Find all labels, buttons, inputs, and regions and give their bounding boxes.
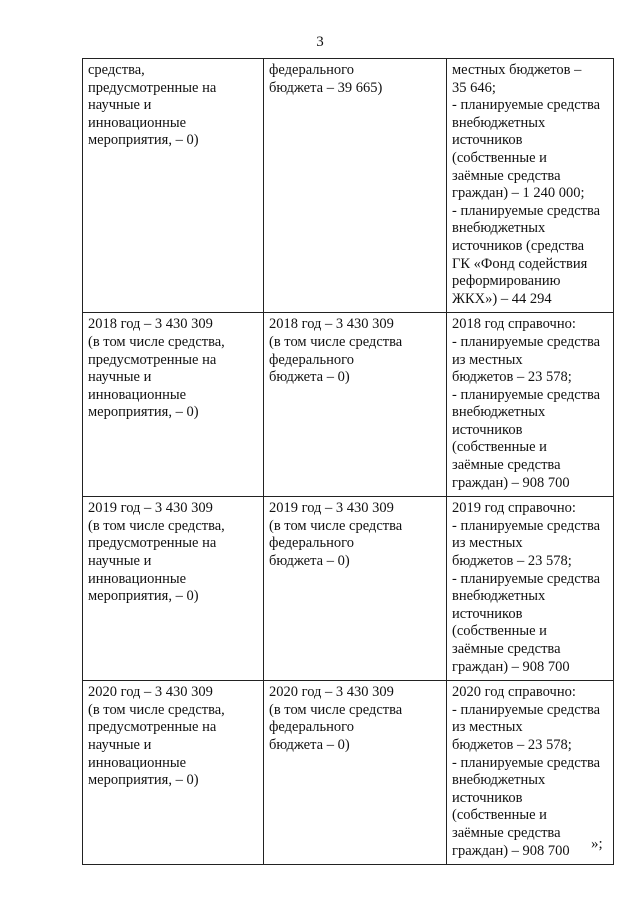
cell-text-line: научные и xyxy=(88,736,152,753)
cell-text-line: бюджета – 0) xyxy=(269,736,350,753)
cell-text-line: 2018 год – 3 430 309 xyxy=(88,316,213,333)
cell-text-line: заёмные средства xyxy=(452,641,561,657)
cell-text-line: граждан) – 908 700 xyxy=(452,658,570,675)
cell-text-line: источников xyxy=(452,132,523,149)
cell-text-line: источников (средства xyxy=(452,237,585,254)
cell-text-line: (в том числе средства, xyxy=(88,701,225,718)
cell-text-line: (в том числе средства xyxy=(269,333,403,350)
cell-text-line: федерального xyxy=(269,719,354,736)
cell-text-line: бюджетов – 23 578; xyxy=(452,553,572,570)
cell-text-line: 2019 год справочно: xyxy=(452,500,576,517)
cell-text-line: - планируемые средства xyxy=(452,97,601,114)
cell-text-line: внебюджетных xyxy=(452,772,546,789)
cell-text-line: (собственные и xyxy=(452,149,547,166)
cell-text-line: предусмотренные на xyxy=(88,79,217,96)
cell-text-line: заёмные средства xyxy=(452,457,561,474)
cell-text-line: внебюджетных xyxy=(452,114,546,131)
table-cell-federal xyxy=(264,681,447,865)
cell-text-line: 2019 год – 3 430 309 xyxy=(88,500,213,517)
funding-table xyxy=(82,58,614,865)
cell-text-line: внебюджетных xyxy=(452,404,546,421)
cell-text-line: источников xyxy=(452,605,523,622)
cell-text-line: бюджета – 39 665) xyxy=(269,79,383,96)
cell-text-line: 2019 год – 3 430 309 xyxy=(269,500,394,517)
cell-text-line: граждан) – 908 700 xyxy=(452,842,570,859)
cell-text-line: местных бюджетов – xyxy=(452,62,582,78)
cell-text-line: - планируемые средства xyxy=(452,202,601,219)
cell-text-line: научные и xyxy=(88,97,152,114)
cell-text-line: - планируемые средства xyxy=(452,570,601,587)
cell-text-line: из местных xyxy=(452,535,523,552)
cell-text-line: заёмные средства xyxy=(452,824,561,841)
cell-text-line: (собственные и xyxy=(452,439,547,456)
cell-text-line: - планируемые средства xyxy=(452,517,601,534)
cell-text-line: средства, xyxy=(88,62,145,78)
cell-text-line: (собственные и xyxy=(452,623,547,640)
cell-text-line: научные и xyxy=(88,369,152,386)
table-row xyxy=(83,59,614,313)
table-row xyxy=(83,497,614,681)
cell-text-line: из местных xyxy=(452,351,523,368)
cell-text-line: (в том числе средства, xyxy=(88,333,225,350)
table-cell-reference xyxy=(447,313,614,497)
cell-text-line: ЖКХ») – 44 294 xyxy=(452,290,552,307)
table-row xyxy=(83,313,614,497)
cell-text-line: - планируемые средства xyxy=(452,386,601,403)
cell-text-line: - планируемые средства xyxy=(452,701,601,718)
closing-quote-mark: »; xyxy=(591,836,603,852)
table-cell-reference xyxy=(447,497,614,681)
table-cell-total xyxy=(83,59,264,313)
page-number: 3 xyxy=(316,34,324,50)
cell-text-line: бюджетов – 23 578; xyxy=(452,369,572,386)
table-row xyxy=(83,681,614,865)
cell-text-line: мероприятия, – 0) xyxy=(88,132,199,149)
cell-text-line: внебюджетных xyxy=(452,220,546,237)
cell-text-line: граждан) – 908 700 xyxy=(452,474,570,491)
cell-text-line: федерального xyxy=(269,535,354,552)
cell-text-line: предусмотренные на xyxy=(88,535,217,552)
cell-text-line: - планируемые средства xyxy=(452,333,601,350)
cell-text-line: 2020 год справочно: xyxy=(452,684,576,701)
cell-text-line: бюджета – 0) xyxy=(269,553,350,570)
cell-text-line: реформированию xyxy=(452,273,561,290)
cell-text-line: - планируемые средства xyxy=(452,754,601,771)
cell-text-line: инновационные xyxy=(88,570,187,587)
table-cell-federal xyxy=(264,313,447,497)
cell-text-line: (в том числе средства xyxy=(269,517,403,534)
cell-text-line: инновационные xyxy=(88,754,187,771)
cell-text-line: предусмотренные на xyxy=(88,719,217,736)
cell-text-line: 2018 год справочно: xyxy=(452,316,576,333)
cell-text-line: бюджета – 0) xyxy=(269,369,350,386)
cell-text-line: 2018 год – 3 430 309 xyxy=(269,316,394,333)
cell-text-line: 35 646; xyxy=(452,79,496,96)
cell-text-line: мероприятия, – 0) xyxy=(88,404,199,421)
cell-text-line: федерального xyxy=(269,351,354,368)
cell-text-line: мероприятия, – 0) xyxy=(88,772,199,789)
cell-text-line: внебюджетных xyxy=(452,588,546,605)
cell-text-line: бюджетов – 23 578; xyxy=(452,736,572,753)
cell-text-line: инновационные xyxy=(88,386,187,403)
table-cell-total xyxy=(83,497,264,681)
cell-text-line: 2020 год – 3 430 309 xyxy=(88,684,213,701)
cell-text-line: инновационные xyxy=(88,114,187,131)
cell-text-line: источников xyxy=(452,421,523,438)
table-cell-reference xyxy=(447,681,614,865)
cell-text-line: ГК «Фонд содействия xyxy=(452,255,588,272)
cell-text-line: заёмные средства xyxy=(452,167,561,184)
table-cell-total xyxy=(83,313,264,497)
table-cell-total xyxy=(83,681,264,865)
cell-text-line: мероприятия, – 0) xyxy=(88,588,199,605)
cell-text-line: источников xyxy=(452,789,523,806)
cell-text-line: научные и xyxy=(88,553,152,570)
cell-text-line: федерального xyxy=(269,62,354,78)
cell-text-line: предусмотренные на xyxy=(88,351,217,368)
table-cell-federal xyxy=(264,497,447,681)
table-cell-federal xyxy=(264,59,447,313)
cell-text-line: из местных xyxy=(452,719,523,736)
cell-text-line: (в том числе средства, xyxy=(88,517,225,534)
cell-text-line: 2020 год – 3 430 309 xyxy=(269,684,394,701)
cell-text-line: (собственные и xyxy=(452,807,547,824)
table-cell-reference xyxy=(447,59,614,313)
cell-text-line: граждан) – 1 240 000; xyxy=(452,185,585,202)
cell-text-line: (в том числе средства xyxy=(269,701,403,718)
